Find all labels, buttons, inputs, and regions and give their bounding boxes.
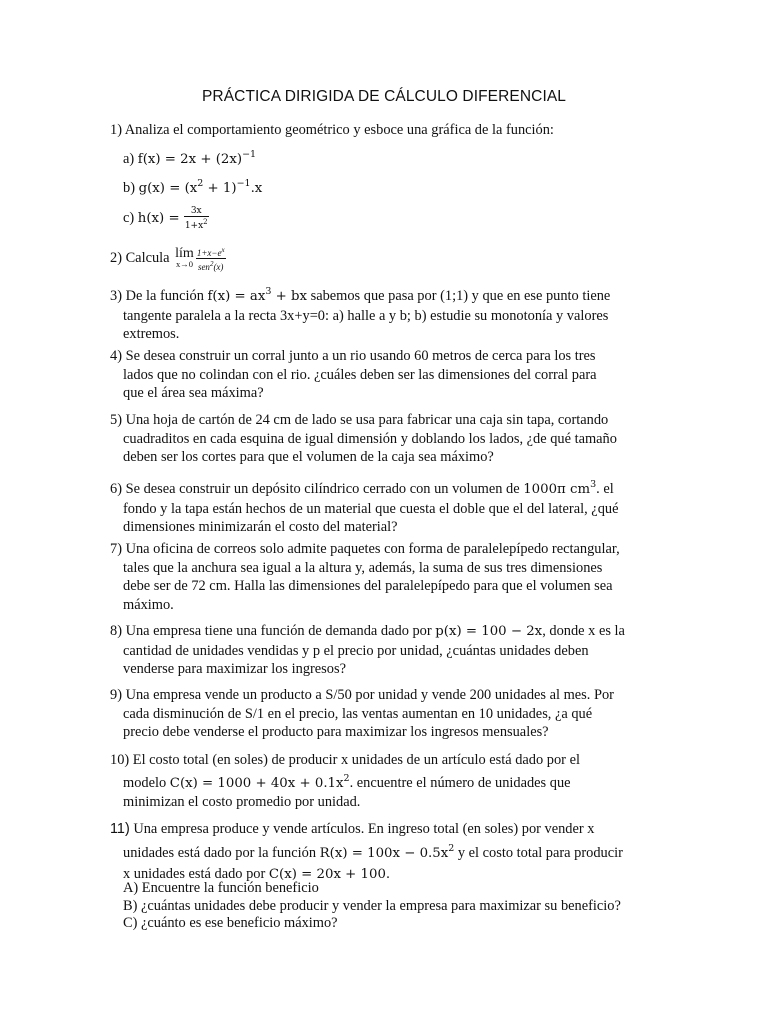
problem-1-item-a: a) $f(x) = 2x + (2x)^{-1}$ bbox=[123, 149, 257, 167]
problem-3: 3) De la función $f(x) = ax^3$ + bx sabemos que pasa por (1;1) y que en ese punto tiene tangente paralela a la recta 3x+y=0: a) halle a y b; b) estudie su monotonía y valores extremos. bbox=[110, 286, 611, 343]
limit: lím x→0 bbox=[175, 245, 194, 269]
problem-6: 6) Se desea construir un depósito cilíndrico cerrado con un volumen de 1000π $cm^3$. el fondo y la tapa están hechos de un material que cuesta el doble que el del lateral, ¿qué dimensiones minimizarán el costo del material? bbox=[110, 479, 619, 536]
problem-1 bbox=[110, 121, 670, 140]
fraction: $\frac{3x}{1+x^2}$ bbox=[184, 206, 208, 231]
problem-11-part-c: C) ¿cuánto es ese beneficio máximo? bbox=[123, 915, 338, 931]
problem-4: 4) Se desea construir un corral junto a un rio usando 60 metros de cerca para los tres lados que no colindan con el rio. ¿cuáles deben ser las dimensiones del corral para que el área sea máxima? bbox=[110, 348, 597, 402]
problem-8: 8) Una empresa tiene una función de demanda dado por p(x) = 100 − 2x, donde x es la cantidad de unidades vendidas y p el precio por unidad, ¿cuántas unidades deben venderse para maximizar los ingresos? bbox=[110, 623, 625, 678]
problem-11-part-b: B) ¿cuántas unidades debe producir y vender la empresa para maximizar su beneficio? bbox=[123, 897, 621, 914]
problem-9: 9) Una empresa vende un producto a S/50 por unidad y vende 200 unidades al mes. Por cada disminución de S/1 en el precio, las ventas aumentan en 10 unidades, ¿a qué precio debe venderse el producto para maximizar los ingresos mensuales? bbox=[110, 687, 614, 741]
page-title: PRÁCTICA DIRIGIDA DE CÁLCULO DIFERENCIAL bbox=[201, 88, 567, 105]
problem-5: 5) Una hoja de cartón de 24 cm de lado se usa para fabricar una caja sin tapa, cortando cuadraditos en cada esquina de igual dimensión y doblando los lados, ¿de qué tamaño deben ser los cortes para que el volumen de la caja sea máximo? bbox=[110, 412, 617, 466]
fraction: $\frac{1+x-e^x}{sen^2(x)}$ bbox=[196, 246, 225, 272]
problem-11: 11) Una empresa produce y vende artículos. En ingreso total (en soles) por vender x unidades está dado por la función $R(x) = 100x - 0.5x^2$ y el costo total para producir x unidades está dado por C(x) = 20x + 100. bbox=[110, 821, 623, 882]
problem-2: 2) Calcula lím x→0 $\frac{1+x-e^x}{sen^2(x)}$ bbox=[110, 245, 225, 272]
problem-10: 10) El costo total (en soles) de producir x unidades de un artículo está dado por el modelo $C(x) = 1000 + 40x + 0.1x^2$. encuentre el número de unidades que minimizan el costo promedio por unidad. bbox=[110, 752, 580, 811]
problem-1-item-c: c) h(x) = $\frac{3x}{1+x^2}$ bbox=[123, 206, 208, 231]
problem-7: 7) Una oficina de correos solo admite paquetes con forma de paralelepípedo rectangular, tales que la anchura sea igual a la altura y, además, la suma de sus tres dimensiones debe ser de 72 cm. Halla las dimensiones del paralelepípedo para que el volumen sea máximo. bbox=[110, 541, 620, 613]
problem-11-part-a: A) Encuentre la función beneficio bbox=[123, 880, 319, 896]
problem-1-item-b: b) $g(x) = (x^2 + 1)^{-1}.x$ bbox=[123, 178, 263, 196]
problem-11-parts bbox=[110, 880, 670, 933]
problem-1-statement: 1) Analiza el comportamiento geométrico y esboce una gráfica de la función: bbox=[110, 122, 554, 138]
